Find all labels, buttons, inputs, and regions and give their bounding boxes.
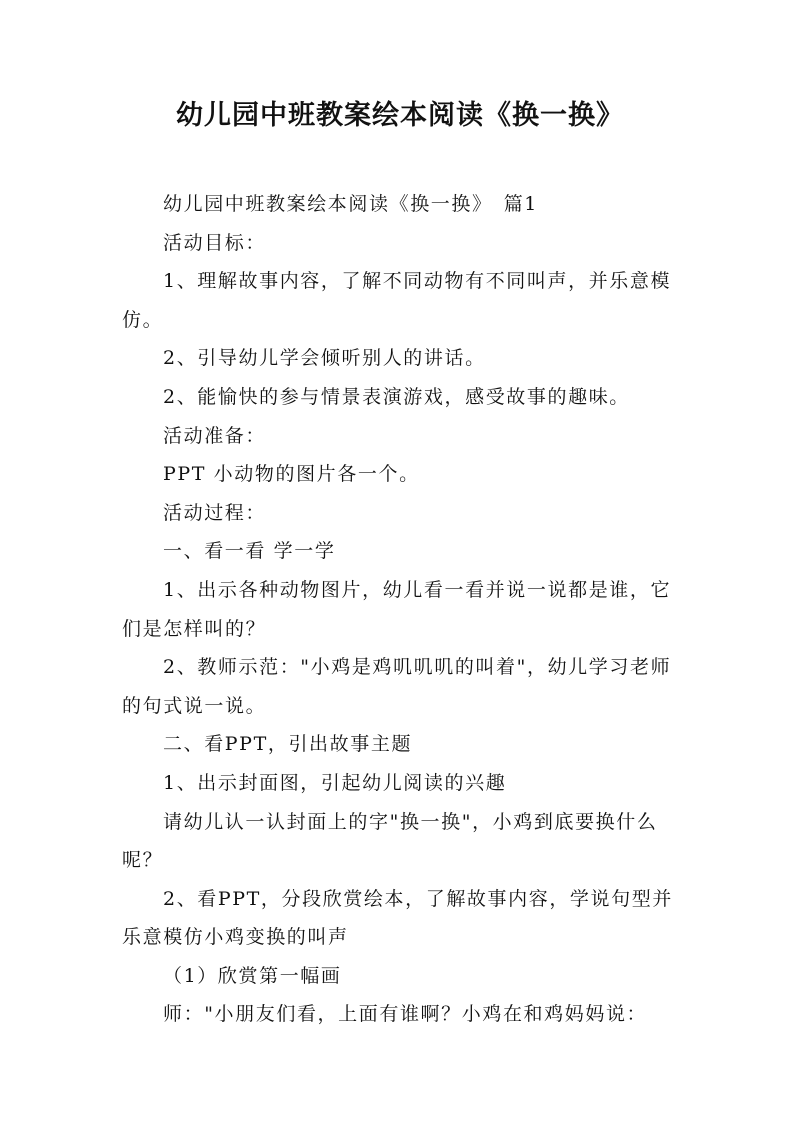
paragraph-step-2-1-detail: 请幼儿认一认封面上的字"换一换"，小鸡到底要换什么呢？ [122,810,658,872]
paragraph-teacher-line: 师："小朋友们看，上面有谁啊？小鸡在和鸡妈妈说： [163,1003,648,1026]
paragraph-step-1-2: 2、教师示范："小鸡是鸡叽叽叽的叫着"，幼儿学习老师的句式说一说。 [122,656,672,717]
paragraph-picture-1: （1）欣赏第一幅画 [163,964,342,987]
paragraph-goal-3: 2、能愉快的参与情景表演游戏，感受故事的趣味。 [163,385,630,408]
paragraph-preparation: PPT 小动物的图片各一个。 [163,463,420,486]
paragraph-step-2-1: 1、出示封面图，引起幼儿阅读的兴趣 [163,771,507,794]
paragraph-section-heading: 幼儿园中班教案绘本阅读《换一换》 篇1 [163,193,538,215]
paragraph-step-1-1: 1、出示各种动物图片，幼儿看一看并说一说都是谁，它们是怎样叫的？ [122,578,672,640]
paragraph-goals-label: 活动目标： [163,231,267,254]
paragraph-goal-2: 2、引导幼儿学会倾听别人的讲话。 [163,347,486,370]
paragraph-step-1-heading: 一、看一看 学一学 [163,540,336,563]
paragraph-preparation-label: 活动准备： [163,424,267,447]
document-body [122,185,682,1034]
paragraph-process-label: 活动过程： [163,501,267,524]
paragraph-step-2-2: 2、看PPT，分段欣赏绘本，了解故事内容，学说句型并乐意模仿小鸡变换的叫声 [122,887,673,949]
document-title: 幼儿园中班教案绘本阅读《换一换》 [176,100,624,131]
paragraph-step-2-heading: 二、看PPT，引出故事主题 [163,733,413,756]
paragraph-goal-1: 1、理解故事内容，了解不同动物有不同叫声，并乐意模仿。 [122,270,672,331]
